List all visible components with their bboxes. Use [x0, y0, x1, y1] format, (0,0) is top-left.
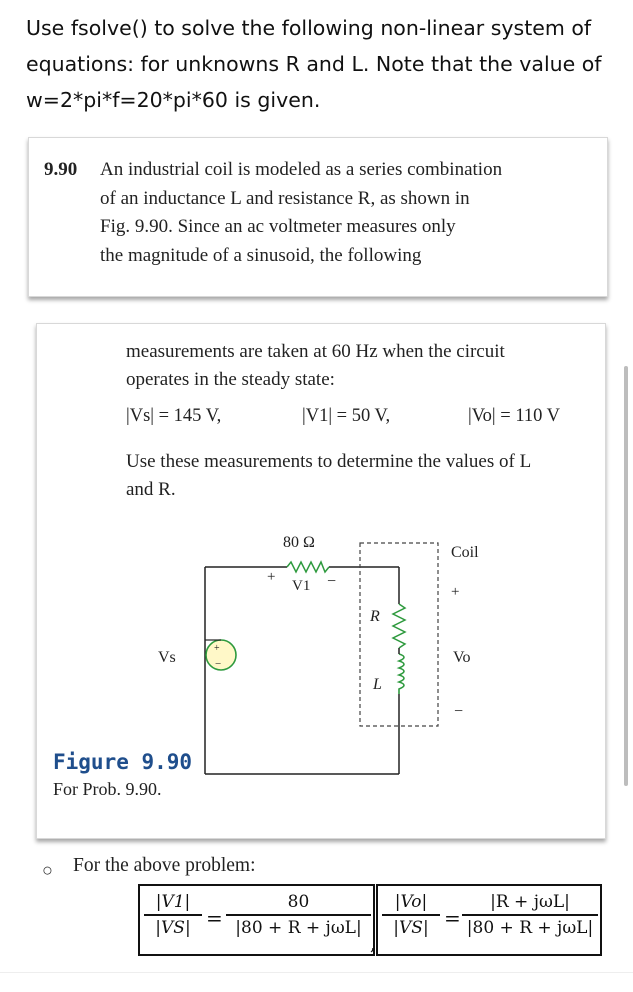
equation-box-1: [138, 884, 375, 956]
figure-caption: For Prob. 9.90.: [53, 779, 162, 799]
continued-line-4: and R.: [126, 479, 176, 500]
eq2-rhs-numerator: |R + jωL|: [490, 892, 570, 912]
resistor-80-zigzag: [287, 562, 329, 572]
problem-image-card-1: [28, 137, 608, 297]
bullet-icon: ○: [42, 860, 53, 880]
measurement-v1: |V1| = 50 V,: [302, 406, 391, 426]
measurement-vo: |Vo| = 110 V: [468, 406, 561, 426]
eq2-equals: =: [444, 906, 461, 930]
figure-title: Figure 9.90: [53, 750, 193, 774]
followup-text: For the above problem:: [73, 855, 256, 876]
continued-line-2: operates in the steady state:: [126, 369, 335, 390]
equation-separator: ,: [370, 934, 376, 955]
coil-resistor-zigzag: [393, 604, 405, 648]
eq1-numerator: |V1|: [155, 892, 191, 912]
eq2-denominator: |VS|: [382, 914, 440, 940]
coil-label: Coil: [451, 544, 479, 561]
source-plus: +: [214, 643, 220, 654]
intro-line-3: w=2*pi*f=20*pi*60 is given.: [26, 88, 321, 112]
eq1-rhs-denominator: |80 + R + jωL|: [226, 914, 371, 940]
vo-plus: +: [451, 584, 460, 600]
bottom-divider: [0, 972, 633, 973]
vo-label: Vo: [453, 649, 471, 666]
continued-line-3: Use these measurements to determine the values of L: [126, 451, 532, 472]
question-intro: [26, 10, 616, 118]
eq1-rhs-numerator: 80: [287, 892, 310, 912]
equation-box-2: [376, 884, 602, 956]
inductor-coil: [399, 654, 404, 694]
problem-line-3: Fig. 9.90. Since an ac voltmeter measures only: [100, 216, 456, 237]
v1-label: V1: [292, 578, 311, 594]
problem-line-4: the magnitude of a sinusoid, the following: [100, 244, 422, 266]
l-label: L: [373, 676, 382, 693]
v1-minus: −: [327, 573, 337, 590]
r-label: R: [370, 608, 380, 625]
intro-line-1: Use fsolve() to solve the following non-linear system of: [26, 16, 592, 40]
eq2-rhs-denominator: |80 + R + jωL|: [462, 914, 598, 940]
intro-line-2: equations: for unknowns R and L. Note that the value of: [26, 52, 602, 76]
problem-line-2: of an inductance L and resistance R, as shown in: [100, 187, 470, 209]
eq1-equals: =: [206, 906, 223, 930]
vertical-scrollbar[interactable]: [624, 366, 628, 786]
continued-line-1: measurements are taken at 60 Hz when the circuit: [126, 341, 505, 362]
measurement-vs: |Vs| = 145 V,: [126, 406, 222, 426]
eq1-denominator: |VS|: [144, 914, 202, 940]
problem-number: 9.90: [44, 159, 78, 180]
resistor-label: 80 Ω: [283, 534, 315, 551]
problem-line-1: An industrial coil is modeled as a series combination: [100, 159, 503, 180]
eq2-numerator: |Vo|: [394, 892, 428, 912]
vs-label: Vs: [158, 649, 176, 666]
source-minus: −: [215, 658, 222, 670]
vo-minus: −: [454, 703, 464, 720]
v1-plus: +: [267, 569, 276, 585]
problem-image-card-2: [36, 323, 606, 839]
